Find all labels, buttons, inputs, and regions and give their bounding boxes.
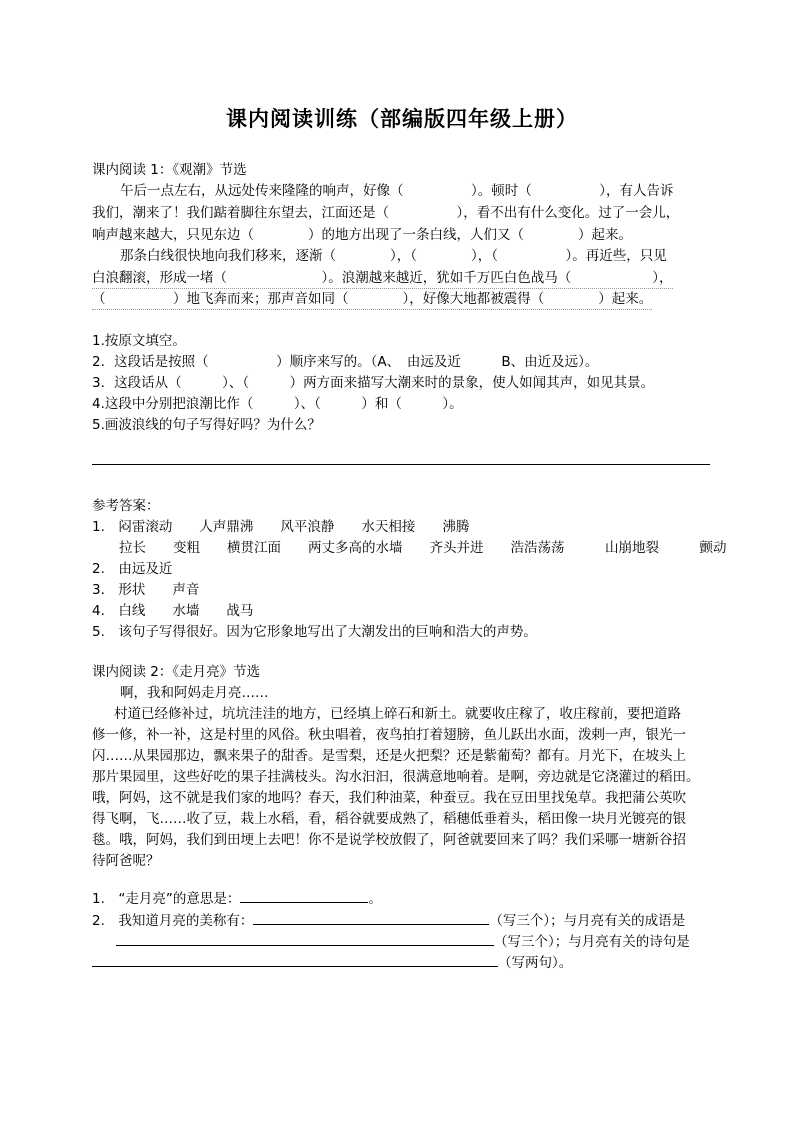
s2-paragraph-line: 村道已经修补过，坑坑洼洼的地方，已经填上碎石和新土。就要收庄稼了，收庄稼前，要把道路 [114, 706, 681, 722]
s1-question-3: 3．这段话从（ ）、（ ）两方面来描写大潮来时的景象，使人如闻其声，如见其景。 [92, 375, 655, 391]
s1-paragraph-line: 我们，潮来了！我们踮着脚往东望去，江面还是（ ），看不出有什么变化。过了一会儿， [92, 205, 680, 221]
s2-paragraph-line: 那片果园里，这些好吃的果子挂满枝头。沟水汩汩，很满意地响着。是啊，旁边就是它浇灌过的稻田。 [92, 769, 700, 785]
s1-paragraph-line: 那条白线很快地向我们移来，逐渐（ ），（ ），（ ）。再近些，只见 [120, 248, 667, 264]
answer-item: 3. 形状 声音 [92, 582, 200, 598]
s1-question-4: 4.这段中分别把浪潮比作（ ）、（ ）和（ ）。 [92, 396, 463, 412]
s2-paragraph-line: 修一修，补一补，这是村里的风俗。秋虫唱着，夜鸟拍打着翅膀，鱼儿跃出水面，泼剌一声，银光一 [92, 727, 686, 743]
s2-q1-text: 1. “走月亮”的意思是： [92, 891, 241, 907]
s2-question-2-cont [92, 952, 572, 973]
answers-heading: 参考答案： [92, 498, 160, 514]
s2-q2-text: （写三个）；与月亮有关的诗句是 [494, 934, 690, 950]
s1-paragraph-line: 响声越来越大，只见东边（ ）的地方出现了一条白线，人们又（ ）起来。 [92, 227, 632, 243]
s1-wavy-line: （ ）地飞奔而来；那声音如同（ ），好像大地都被震得（ ）起来。 [92, 289, 652, 310]
s2-paragraph-line: 毯。哦，阿妈，我们到田埂上去吧！你不是说学校放假了，阿爸就要回来了吗？我们采哪一塘新谷招 [92, 832, 686, 848]
s2-paragraph-line: 啊，我和阿妈走月亮…… [120, 685, 269, 701]
s2-question-2 [92, 910, 685, 931]
answer-item: 1. 闷雷滚动 人声鼎沸 风平浪静 水天相接 沸腾 [92, 519, 470, 535]
s2-q2-blank[interactable] [116, 931, 494, 946]
s1-wavy-line: 白浪翻滚，形成一堵（ ）。浪潮越来越近，犹如千万匹白色战马（ ）， [92, 268, 673, 289]
s2-q2-text: 2. 我知道月亮的美称有： [92, 913, 254, 929]
s2-question-1 [92, 888, 382, 909]
s1-question-1: 1.按原文填空。 [92, 333, 186, 349]
s2-paragraph-line: 得飞啊，飞……收了豆，栽上水稻，看，稻谷就要成熟了，稻穗低垂着头，稻田像一块月光镀亮的银 [92, 811, 686, 827]
s1-question-2: 2．这段话是按照（ ）顺序来写的。（A、 由远及近 B、由近及远）。 [92, 354, 599, 370]
section1-heading: 课内阅读 1：《观潮》节选 [92, 162, 247, 178]
s2-paragraph-line: 哦，阿妈，这不就是我们家的地吗？春天，我们种油菜，种蚕豆。我在豆田里找兔草。我把蒲公英吹 [92, 790, 686, 806]
s2-q1-end: 。 [368, 891, 382, 907]
section2-heading: 课内阅读 2：《走月亮》节选 [92, 664, 261, 680]
s2-paragraph-line: 闪……从果园那边，飘来果子的甜香。是雪梨，还是火把梨？还是紫葡萄？都有。月光下，在坡头上 [92, 748, 686, 764]
s2-q1-blank[interactable] [240, 888, 368, 903]
page-title: 课内阅读训练（部编版四年级上册） [226, 106, 578, 131]
answer-item: 拉长 变粗 横贯江面 两丈多高的水墙 齐头并进 浩浩荡荡 山崩地裂 颤动 [92, 540, 727, 556]
s2-q2-text: （写两句）。 [498, 955, 573, 971]
s1-question-5: 5.画波浪线的句子写得好吗？为什么？ [92, 417, 321, 433]
s2-paragraph-line: 待阿爸呢？ [92, 853, 160, 869]
answer-item: 5. 该句子写得很好。因为它形象地写出了大潮发出的巨响和浩大的声势。 [92, 624, 537, 640]
s2-question-2-cont [116, 931, 690, 952]
s2-q2-blank[interactable] [92, 952, 498, 967]
s2-q2-text: （写三个）；与月亮有关的成语是 [489, 913, 686, 929]
answer-item: 2. 由远及近 [92, 561, 173, 577]
answer-item: 4. 白线 水墙 战马 [92, 603, 254, 619]
s1-paragraph-line: 午后一点左右，从远处传来隆隆的响声，好像（ ）。顿时（ ），有人告诉 [120, 183, 674, 199]
s2-q2-blank[interactable] [253, 910, 489, 925]
answer-line[interactable] [92, 464, 710, 465]
